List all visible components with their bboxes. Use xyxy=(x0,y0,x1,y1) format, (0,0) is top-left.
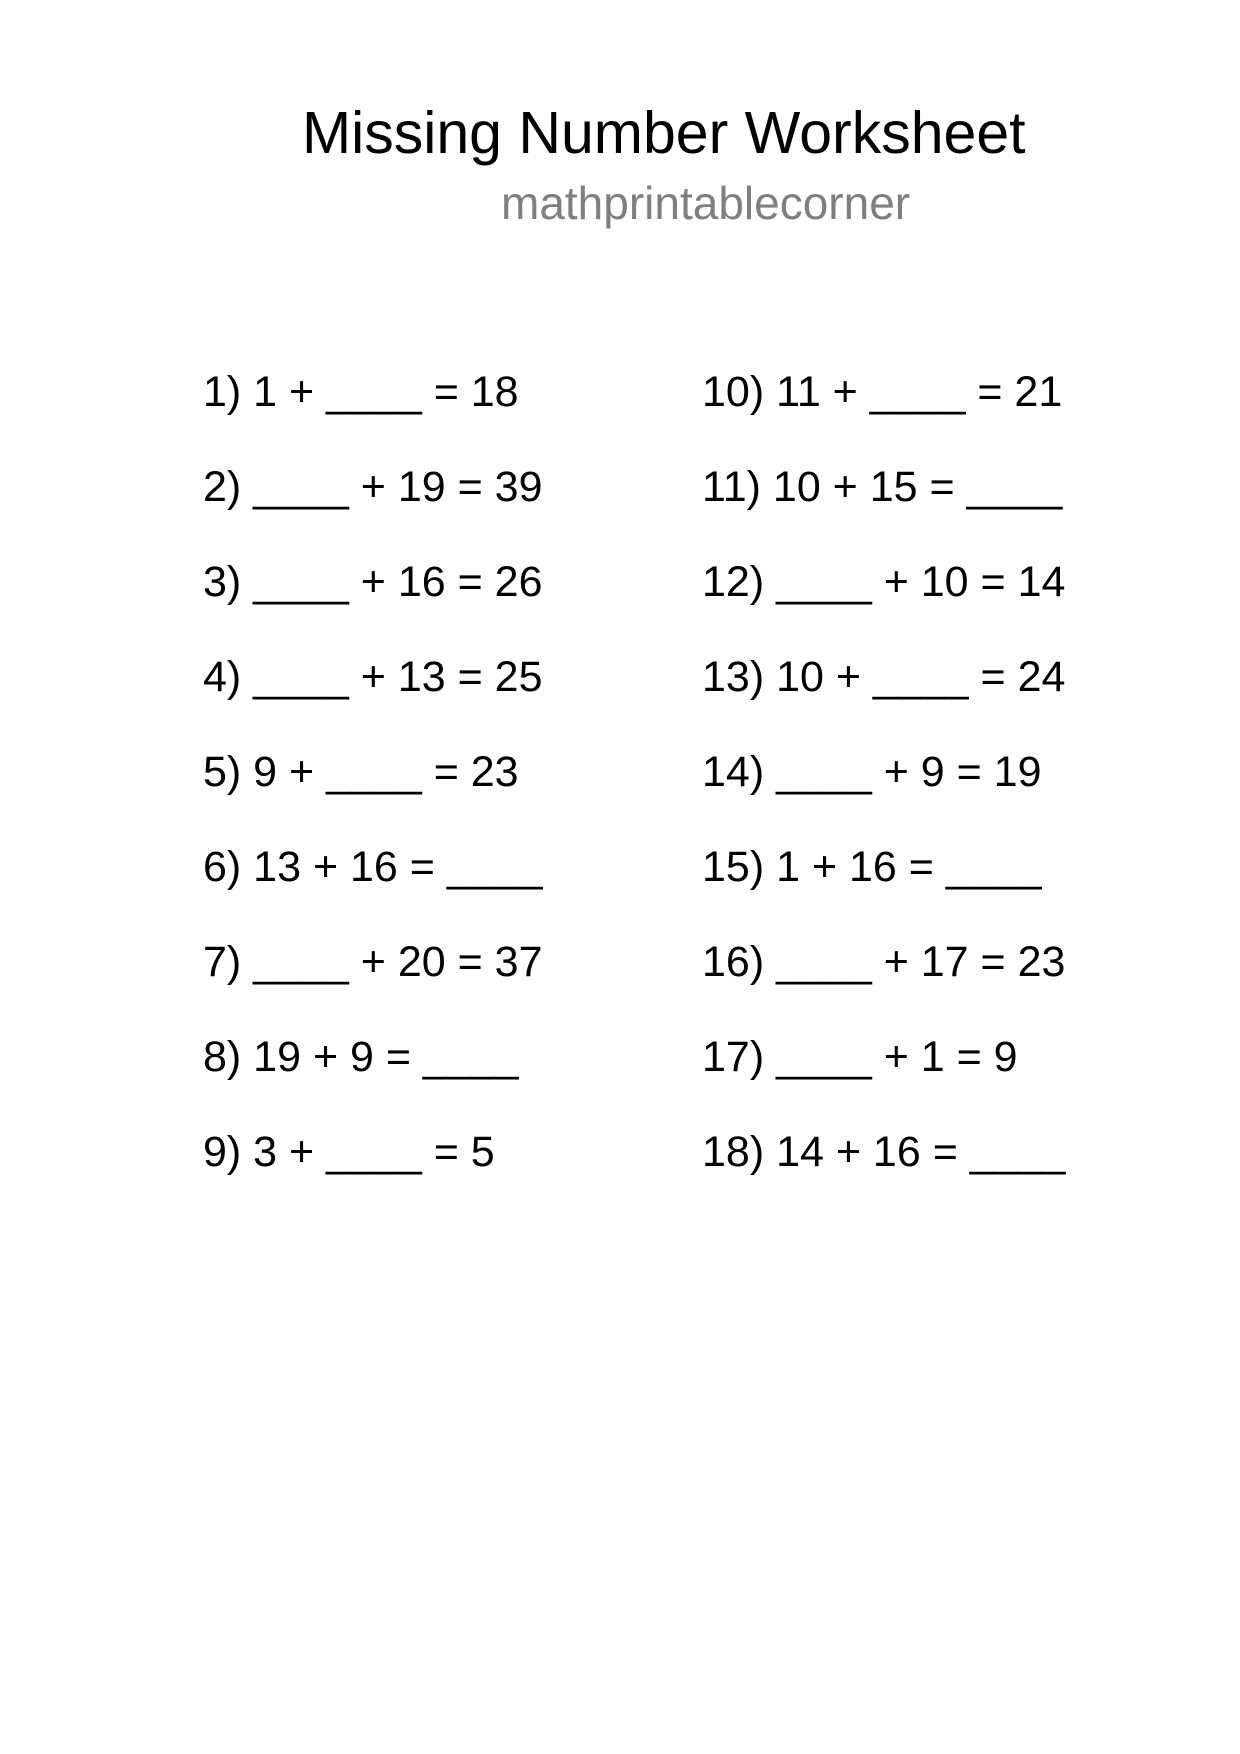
problem-8: 8) 19 + 9 = ____ xyxy=(203,1033,519,1081)
problems-column-left xyxy=(203,345,543,1200)
problem-17: 17) ____ + 1 = 9 xyxy=(702,1033,1018,1081)
worksheet-title: Missing Number Worksheet xyxy=(302,100,1026,166)
problem-10: 10) 11 + ____ = 21 xyxy=(702,368,1063,416)
problem-5: 5) 9 + ____ = 23 xyxy=(203,748,519,796)
problem-12: 12) ____ + 10 = 14 xyxy=(702,558,1066,606)
worksheet-subtitle: mathprintablecorner xyxy=(501,177,911,229)
problem-13: 13) 10 + ____ = 24 xyxy=(702,653,1066,701)
problem-3: 3) ____ + 16 = 26 xyxy=(203,558,543,606)
problem-9: 9) 3 + ____ = 5 xyxy=(203,1128,495,1176)
problems-column-right xyxy=(702,345,1065,1200)
problem-7: 7) ____ + 20 = 37 xyxy=(203,938,543,986)
problem-4: 4) ____ + 13 = 25 xyxy=(203,653,543,701)
problem-15: 15) 1 + 16 = ____ xyxy=(702,843,1042,891)
problem-6: 6) 13 + 16 = ____ xyxy=(203,843,543,891)
problem-1: 1) 1 + ____ = 18 xyxy=(203,368,519,416)
problem-18: 18) 14 + 16 = ____ xyxy=(702,1128,1066,1176)
problem-14: 14) ____ + 9 = 19 xyxy=(702,748,1042,796)
problem-2: 2) ____ + 19 = 39 xyxy=(203,463,543,511)
problem-11: 11) 10 + 15 = ____ xyxy=(702,463,1063,511)
problem-16: 16) ____ + 17 = 23 xyxy=(702,938,1066,986)
